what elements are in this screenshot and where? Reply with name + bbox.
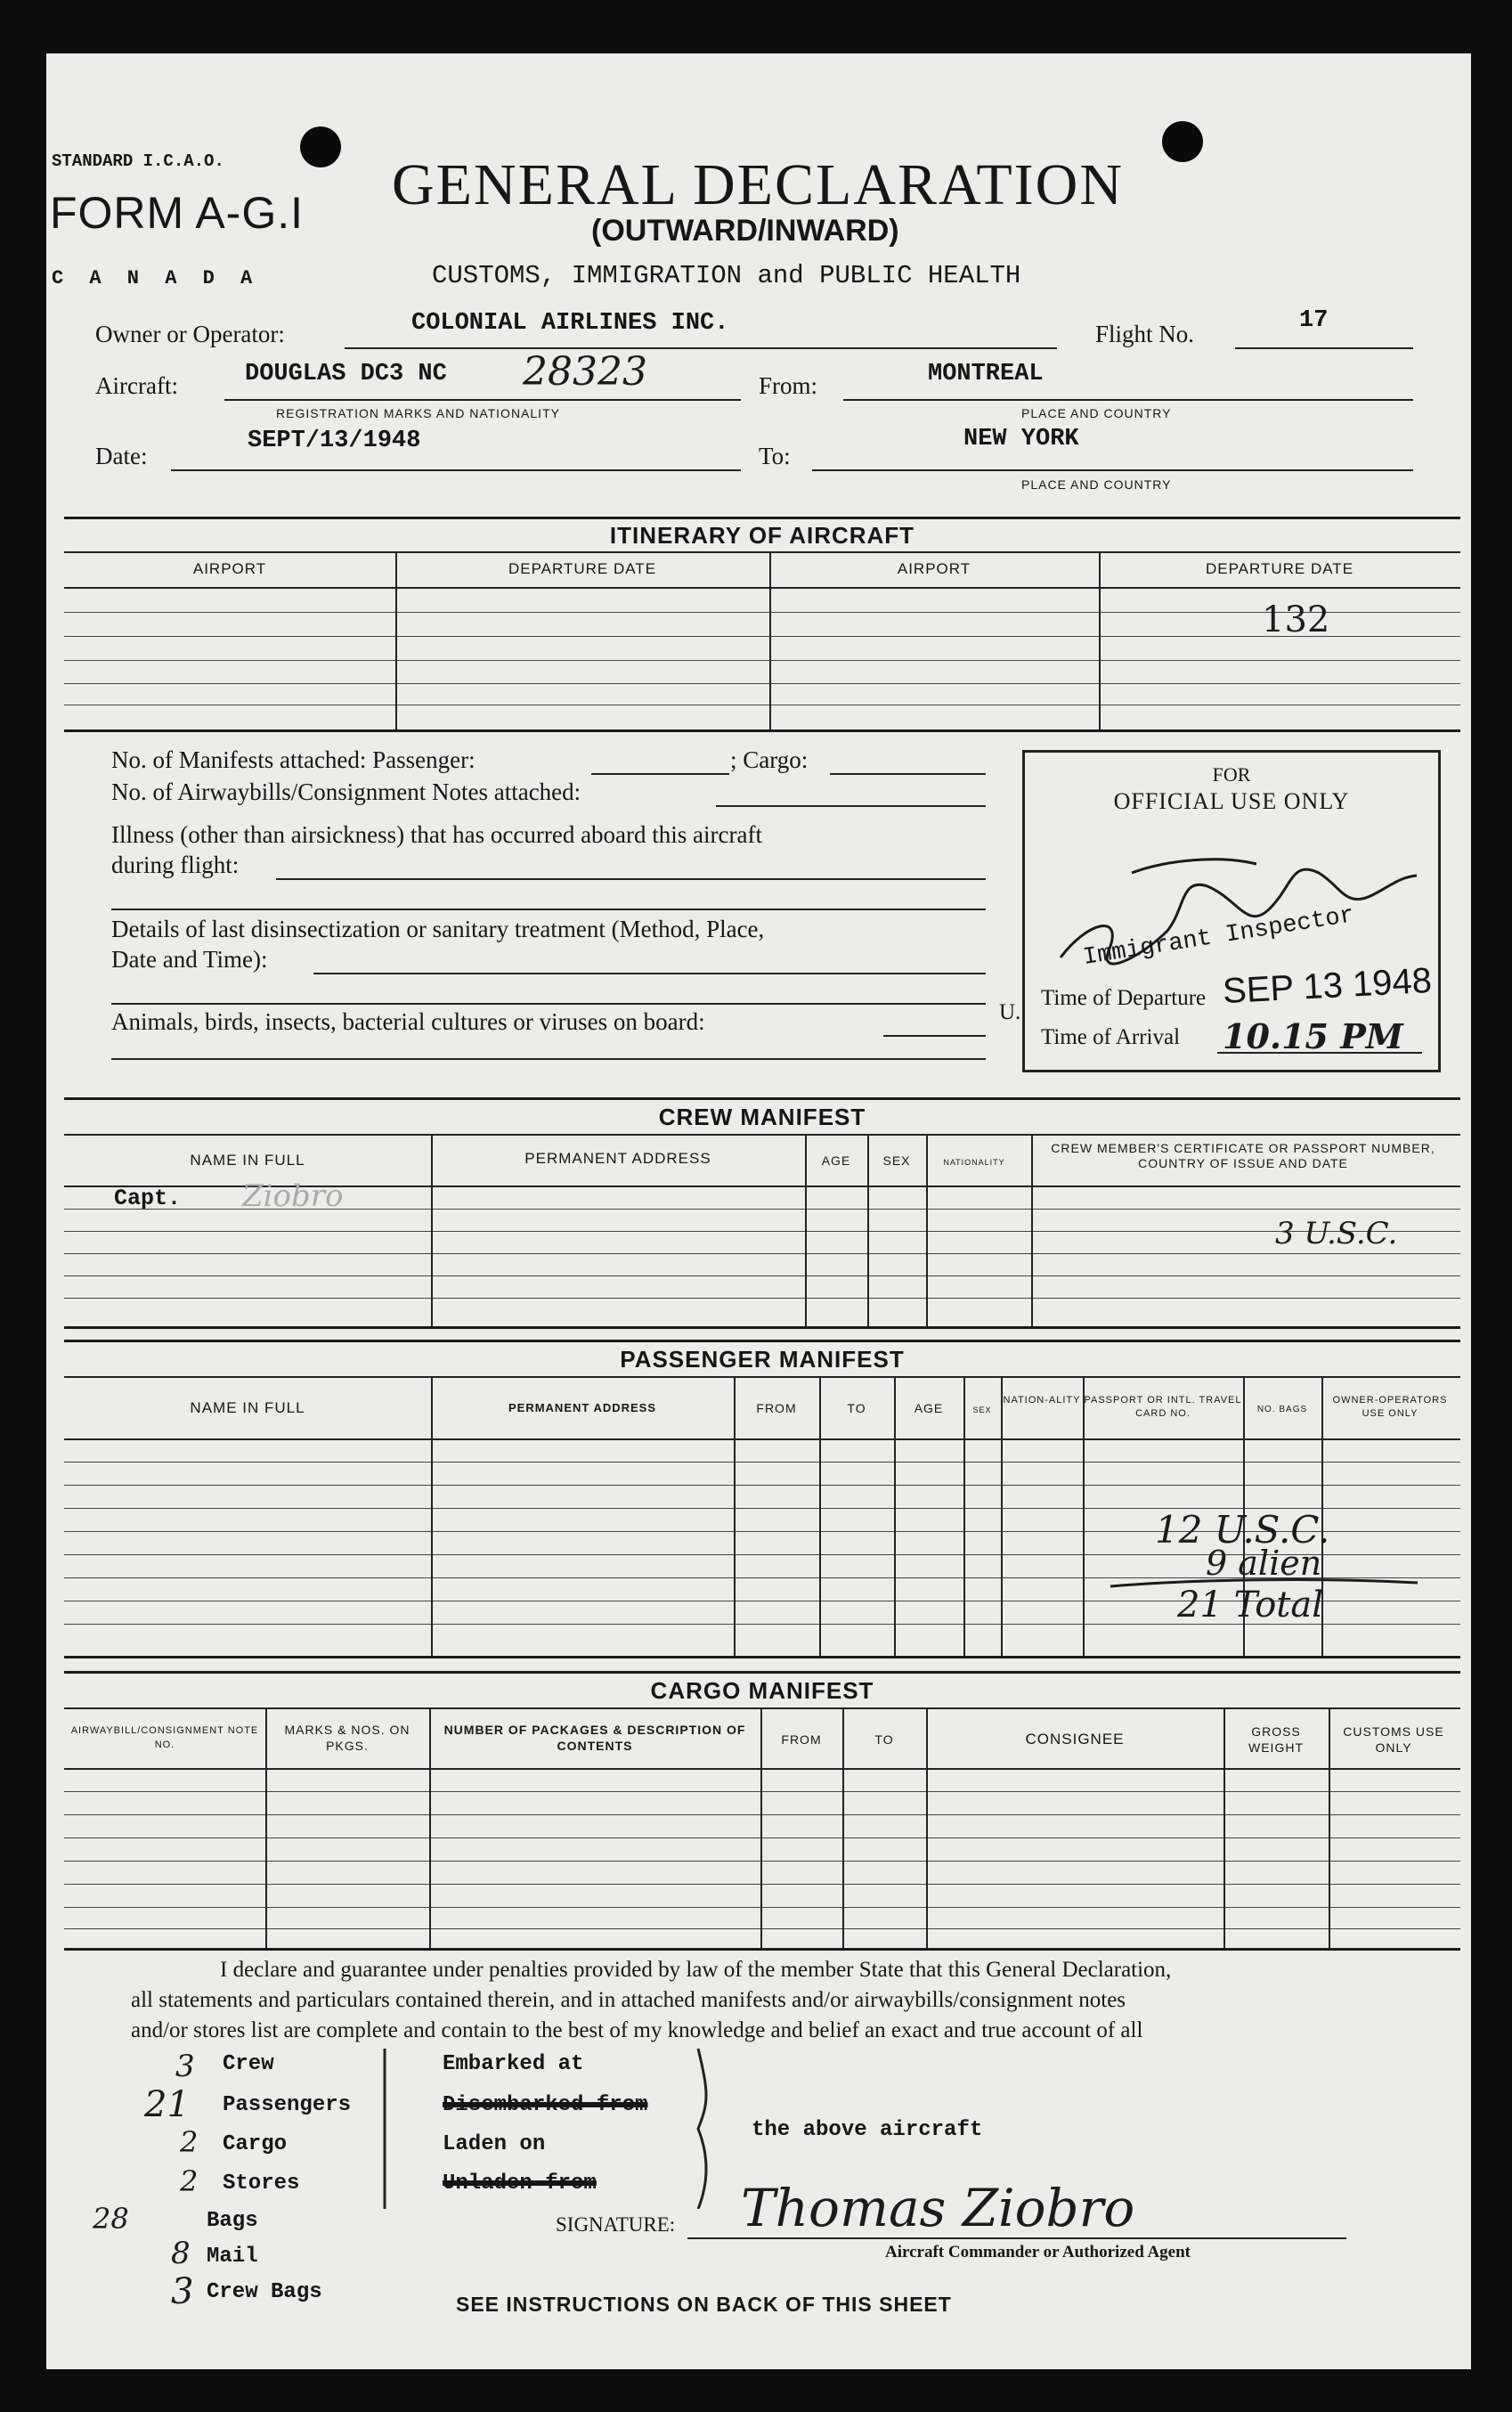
arrival-hand: 10.15 PM xyxy=(1223,1016,1403,1056)
form-number: FORM A-G.I xyxy=(50,188,304,238)
passenger-hand-2: 9 alien xyxy=(1206,1544,1322,1583)
airwaybills-label: No. of Airwaybills/Consignment Notes attached: xyxy=(111,778,581,805)
unladen-label: Unladen from xyxy=(443,2172,597,2196)
crew-col-sex: SEX xyxy=(882,1153,911,1168)
passenger-col-passport: PASSPORT OR INTL. TRAVEL CARD NO. xyxy=(1084,1395,1242,1419)
illness-label-1: Illness (other than airsickness) that has occurred aboard this aircraft xyxy=(111,821,762,848)
itinerary-col-departure-1: DEPARTURE DATE xyxy=(508,560,657,577)
declaration-line-1: I declare and guarantee under penalties provided by law of the member State that this General Declaration, xyxy=(220,1958,1172,1982)
summary-count-cargo: 2 xyxy=(180,2125,199,2159)
registration-caption: REGISTRATION MARKS AND NATIONALITY xyxy=(276,406,560,420)
summary-count-passengers: 21 xyxy=(144,2084,190,2125)
crew-col-address: PERMANENT ADDRESS xyxy=(524,1150,711,1167)
passenger-col-age: AGE xyxy=(914,1401,944,1415)
official-for: FOR xyxy=(1212,763,1251,786)
summary-label-stores: Stores xyxy=(223,2172,300,2196)
manifests-label: No. of Manifests attached: Passenger: xyxy=(111,746,476,773)
cargo-manifest-line xyxy=(830,773,986,775)
inspector-stamp: Immigrant Inspector xyxy=(1081,902,1357,972)
laden-label: Laden on xyxy=(443,2132,546,2156)
form-subtitle: (OUTWARD/INWARD) xyxy=(591,214,899,248)
itinerary-title: ITINERARY OF AIRCRAFT xyxy=(609,522,915,549)
signature-label: SIGNATURE: xyxy=(556,2213,676,2236)
flight-label: Flight No. xyxy=(1095,321,1195,347)
departments-label: CUSTOMS, IMMIGRATION and PUBLIC HEALTH xyxy=(432,261,1021,290)
summary-count-mail: 8 xyxy=(171,2236,191,2271)
passenger-col-nationality: NATION-ALITY xyxy=(1003,1395,1081,1406)
cargo-col-marks: MARKS & NOS. ON PKGS. xyxy=(284,1723,411,1753)
crew-row-title: Capt. xyxy=(114,1186,182,1211)
itinerary-hand-value: 132 xyxy=(1262,599,1330,640)
cargo-section xyxy=(64,1671,1460,1951)
cargo-col-from: FROM xyxy=(781,1732,822,1747)
summary-label-mail: Mail xyxy=(207,2245,258,2269)
illness-label-2: during flight: xyxy=(111,852,240,878)
disinsect-line-1 xyxy=(313,973,986,974)
disembarked-label: Disembarked from xyxy=(443,2093,648,2117)
itinerary-col-airport-2: AIRPORT xyxy=(897,560,971,577)
animals-line-2 xyxy=(111,1058,986,1060)
animals-label: Animals, birds, insects, bacterial cultures or viruses on board: xyxy=(111,1008,705,1035)
aircraft-value: DOUGLAS DC3 NC xyxy=(245,361,447,387)
animals-line-1 xyxy=(883,1035,986,1037)
stamp-date: SEP 13 1948 xyxy=(1221,960,1433,1012)
cargo-col-to: TO xyxy=(874,1732,894,1747)
official-title: OFFICIAL USE ONLY xyxy=(1113,788,1350,814)
crew-title: CREW MANIFEST xyxy=(658,1104,866,1130)
cargo-col-packages: NUMBER OF PACKAGES & DESCRIPTION OF CONTENTS xyxy=(443,1723,746,1753)
form-sheet xyxy=(46,53,1471,2369)
crew-col-certificate: CREW MEMBER'S CERTIFICATE OR PASSPORT NUMBER, COUNTRY OF ISSUE AND DATE xyxy=(1051,1141,1435,1170)
from-value: MONTREAL xyxy=(928,361,1044,387)
from-caption: PLACE AND COUNTRY xyxy=(1021,406,1172,420)
cargo-title: CARGO MANIFEST xyxy=(650,1677,874,1704)
date-line xyxy=(171,469,741,471)
cargo-col-airwaybill: AIRWAYBILL/CONSIGNMENT NOTE NO. xyxy=(70,1725,259,1750)
flight-value: 17 xyxy=(1299,307,1329,334)
passenger-manifest-line xyxy=(591,773,729,775)
passenger-col-name: NAME IN FULL xyxy=(190,1399,305,1416)
form-title: GENERAL DECLARATION xyxy=(392,152,1124,217)
passenger-col-from: FROM xyxy=(756,1401,797,1415)
signature-hand: Thomas Ziobro xyxy=(741,2178,1135,2238)
cargo-manifest-label: ; Cargo: xyxy=(730,746,809,773)
from-label: From: xyxy=(759,372,818,399)
instructions-label: SEE INSTRUCTIONS ON BACK OF THIS SHEET xyxy=(456,2293,952,2316)
crew-col-name: NAME IN FULL xyxy=(190,1152,305,1169)
passenger-col-to: TO xyxy=(847,1401,866,1415)
summary-label-crew-bags: Crew Bags xyxy=(207,2280,322,2304)
total-underline xyxy=(1106,1576,1427,1593)
summary-count-crew: 3 xyxy=(175,2049,195,2084)
passenger-hand-1: 12 U.S.C. xyxy=(1155,1508,1330,1552)
to-line xyxy=(812,469,1413,471)
date-value: SEPT/13/1948 xyxy=(248,428,421,454)
country-label: C A N A D A xyxy=(52,267,260,289)
aircraft-hand: 28323 xyxy=(523,349,647,395)
summary-count-stores: 2 xyxy=(180,2164,199,2198)
passenger-title: PASSENGER MANIFEST xyxy=(620,1346,905,1373)
owner-line xyxy=(345,347,1057,349)
signature-caption: Aircraft Commander or Authorized Agent xyxy=(885,2243,1191,2261)
summary-bracket-right xyxy=(689,2049,716,2209)
itinerary-col-airport-1: AIRPORT xyxy=(192,560,267,577)
aircraft-line xyxy=(224,399,741,401)
from-line xyxy=(843,399,1413,401)
standard-label: STANDARD I.C.A.O. xyxy=(52,151,224,171)
passenger-col-sex: SEX xyxy=(972,1406,992,1414)
date-label: Date: xyxy=(95,443,148,469)
itinerary-section xyxy=(64,517,1460,732)
arrival-label: Time of Arrival xyxy=(1041,1025,1181,1049)
passenger-col-owner: OWNER-OPERATORS USE ONLY xyxy=(1332,1395,1448,1419)
summary-label-cargo: Cargo xyxy=(223,2132,288,2156)
to-label: To: xyxy=(759,443,791,469)
above-aircraft-label: the above aircraft xyxy=(752,2118,983,2142)
illness-line-2 xyxy=(111,909,986,910)
itinerary-col-departure-2: DEPARTURE DATE xyxy=(1205,560,1354,577)
aircraft-label: Aircraft: xyxy=(95,372,178,399)
summary-count-bags: 28 xyxy=(93,2202,129,2236)
illness-line-1 xyxy=(276,878,986,880)
summary-label-passengers: Passengers xyxy=(223,2093,352,2117)
passenger-col-address: PERMANENT ADDRESS xyxy=(508,1401,657,1414)
declaration-line-3: and/or stores list are complete and contain to the best of my knowledge and belief an exact and true account of all xyxy=(131,2018,1143,2042)
summary-label-bags: Bags xyxy=(207,2209,258,2233)
embarked-label: Embarked at xyxy=(443,2052,584,2076)
punch-hole xyxy=(300,126,341,167)
crew-col-age: AGE xyxy=(821,1153,851,1168)
summary-label-crew: Crew xyxy=(223,2052,274,2076)
airwaybills-line xyxy=(716,805,986,807)
passenger-section xyxy=(64,1340,1460,1658)
cargo-col-consignee: CONSIGNEE xyxy=(1025,1731,1125,1748)
to-caption: PLACE AND COUNTRY xyxy=(1021,477,1172,492)
owner-value: COLONIAL AIRLINES INC. xyxy=(411,310,729,337)
declaration-line-2: all statements and particulars contained therein, and in attached manifests and/or airwaybills/consignment notes xyxy=(131,1988,1126,2012)
crew-hand-note: 3 U.S.C. xyxy=(1275,1216,1398,1251)
cargo-col-customs: CUSTOMS USE ONLY xyxy=(1343,1724,1444,1755)
to-value: NEW YORK xyxy=(963,426,1079,452)
passenger-col-bags: NO. BAGS xyxy=(1256,1405,1308,1414)
flight-line xyxy=(1235,347,1413,349)
punch-hole xyxy=(1162,121,1203,162)
crew-col-nationality: NATIONALITY xyxy=(943,1158,1005,1167)
passenger-hand-3: 21 Total xyxy=(1177,1585,1323,1626)
official-u-mark: U. xyxy=(999,1000,1021,1024)
crew-row-name: Ziobro xyxy=(242,1178,344,1214)
disinsect-label-1: Details of last disinsectization or sanitary treatment (Method, Place, xyxy=(111,916,765,942)
official-use-box xyxy=(1022,750,1441,1072)
summary-count-crew-bags: 3 xyxy=(171,2271,194,2312)
cargo-col-weight: GROSS WEIGHT xyxy=(1248,1724,1304,1755)
departure-label: Time of Departure xyxy=(1041,986,1207,1010)
crew-section xyxy=(64,1097,1460,1329)
owner-label: Owner or Operator: xyxy=(95,321,285,347)
disinsect-line-2 xyxy=(111,1003,986,1005)
summary-bracket-left xyxy=(376,2049,394,2209)
disinsect-label-2: Date and Time): xyxy=(111,946,268,973)
